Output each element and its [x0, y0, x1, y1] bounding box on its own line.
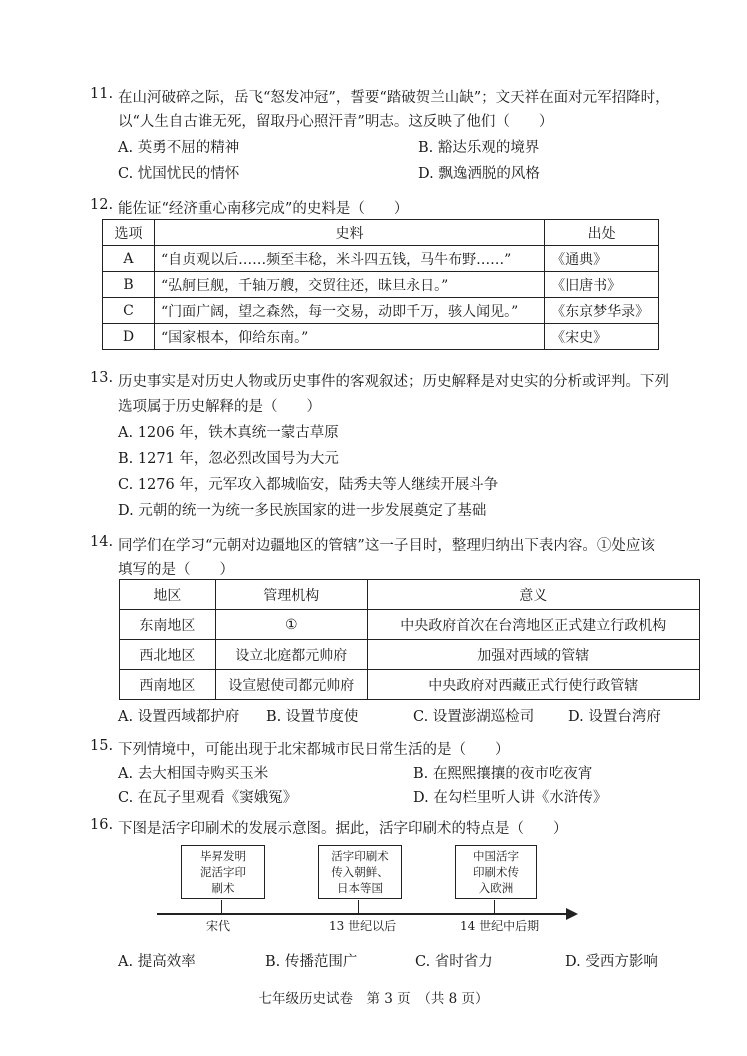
timeline-label-song: 宋代	[206, 919, 231, 933]
table-header-cell: 出处	[545, 220, 659, 246]
q11-number: 11.	[90, 86, 114, 102]
timeline-connector	[221, 900, 222, 914]
table-row	[103, 272, 659, 298]
diagram-box-song	[181, 845, 265, 899]
table-header-cell: 地区	[120, 580, 216, 610]
table-cell-region: 西北地区	[120, 640, 216, 670]
q11-option-c: C. 忧国忧民的情怀	[118, 166, 240, 182]
table-cell-meaning: 中央政府首次在台湾地区正式建立行政机构	[367, 610, 699, 640]
timeline-connector	[494, 900, 495, 914]
timeline-connector	[358, 900, 359, 914]
table-cell-origin: 《旧唐书》	[545, 272, 659, 298]
table-row	[120, 640, 700, 670]
timeline-label-13th: 13 世纪以后	[329, 919, 397, 933]
q14-option-c: C. 设置澎湖巡检司	[413, 709, 535, 725]
q15-option-c: C. 在瓦子里观看《窦娥冤》	[118, 790, 298, 806]
q13-number: 13.	[90, 370, 114, 386]
table-cell-option: B	[103, 272, 155, 298]
table-row	[120, 670, 700, 700]
table-cell-meaning: 中央政府对西藏正式行使行政管辖	[367, 670, 699, 700]
table-cell-source: “国家根本，仰给东南。”	[154, 324, 544, 350]
q14-number: 14.	[90, 534, 114, 550]
table-cell-meaning: 加强对西域的管辖	[367, 640, 699, 670]
table-header-row	[120, 580, 700, 610]
q11-option-d: D. 飘逸洒脱的风格	[418, 166, 540, 182]
q12-sources-table	[102, 219, 659, 350]
table-row	[103, 298, 659, 324]
q14-stem-line1: 同学们在学习“元朝对边疆地区的管辖”这一子目时，整理归纳出下表内容。①处应该	[118, 538, 655, 554]
q11-stem-line1: 在山河破碎之际，岳飞“怒发冲冠”，誓要“踏破贺兰山缺”；文天祥在面对元军招降时，	[118, 90, 670, 106]
q16-option-d: D. 受西方影响	[565, 954, 658, 970]
arrow-right-icon	[566, 908, 578, 920]
table-row	[120, 610, 700, 640]
table-cell-source: “门面广阔，望之森然，每一交易，动即千万，骇人闻见。”	[154, 298, 544, 324]
q14-option-b: B. 设置节度使	[266, 709, 359, 725]
table-row	[103, 324, 659, 350]
box-text-line: 泥活字印	[200, 865, 246, 879]
table-cell-option: C	[103, 298, 155, 324]
page-footer: 七年级历史试卷 第 3 页 （共 8 页）	[258, 991, 489, 1007]
q13-stem-line2: 选项属于历史解释的是（ ）	[118, 399, 321, 415]
timeline-axis	[157, 913, 569, 915]
table-cell-region: 西南地区	[120, 670, 216, 700]
table-cell-agency: 设立北庭都元帅府	[215, 640, 367, 670]
table-cell-source: “自贞观以后……频至丰稔，米斗四五钱，马牛布野……”	[154, 246, 544, 272]
q14-stem-line2: 填写的是（ ）	[118, 562, 234, 578]
q14-jurisdiction-table	[119, 579, 700, 700]
box-text-line: 中国活字	[473, 849, 519, 863]
box-text-line: 活字印刷术	[331, 849, 389, 863]
q14-option-d: D. 设置台湾府	[568, 709, 661, 725]
table-cell-origin: 《宋史》	[545, 324, 659, 350]
box-text-line: 日本等国	[337, 881, 383, 895]
box-text-line: 印刷术传	[473, 865, 519, 879]
table-header-cell: 意义	[367, 580, 699, 610]
box-text-line: 传入朝鲜、	[331, 865, 389, 879]
table-cell-option: D	[103, 324, 155, 350]
q15-number: 15.	[90, 738, 114, 754]
diagram-box-13th-century	[318, 845, 402, 899]
table-header-cell: 管理机构	[215, 580, 367, 610]
box-text-line: 毕昇发明	[200, 849, 246, 863]
q11-option-a: A. 英勇不屈的精神	[118, 140, 240, 156]
q15-option-a: A. 去大相国寺购买玉米	[118, 766, 269, 782]
table-cell-origin: 《通典》	[545, 246, 659, 272]
q13-option-c: C. 1276 年，元军攻入都城临安，陆秀夫等人继续开展斗争	[118, 477, 499, 493]
q15-option-b: B. 在熙熙攘攘的夜市吃夜宵	[413, 766, 593, 782]
q13-option-d: D. 元朝的统一为统一多民族国家的进一步发展奠定了基础	[118, 503, 487, 519]
q14-option-a: A. 设置西域都护府	[118, 709, 240, 725]
table-cell-agency: ①	[215, 610, 367, 640]
box-text-line: 刷术	[211, 881, 235, 895]
q16-stem: 下图是活字印刷术的发展示意图。据此，活字印刷术的特点是（ ）	[118, 821, 568, 837]
table-header-cell: 选项	[103, 220, 155, 246]
q15-stem: 下列情境中，可能出现于北宋都城市民日常生活的是（ ）	[118, 742, 510, 758]
q16-number: 16.	[90, 817, 114, 833]
diagram-box-14th-century	[455, 845, 537, 899]
table-cell-agency: 设宣慰使司都元帅府	[215, 670, 367, 700]
q12-number: 12.	[90, 197, 114, 213]
box-text-line: 入欧洲	[478, 881, 514, 895]
timeline-label-14th: 14 世纪中后期	[460, 919, 540, 933]
table-header-cell: 史料	[154, 220, 544, 246]
q13-option-a: A. 1206 年，铁木真统一蒙古草原	[118, 425, 339, 441]
table-cell-source: “弘舸巨舰，千轴万艘，交贸往还，昧旦永日。”	[154, 272, 544, 298]
q16-option-c: C. 省时省力	[415, 954, 493, 970]
q11-option-b: B. 豁达乐观的境界	[418, 140, 540, 156]
q11-stem-line2: 以“人生自古谁无死，留取丹心照汗青”明志。这反映了他们（ ）	[118, 114, 554, 130]
q16-option-a: A. 提高效率	[118, 954, 196, 970]
table-cell-region: 东南地区	[120, 610, 216, 640]
q13-stem-line1: 历史事实是对历史人物或历史事件的客观叙述；历史解释是对史实的分析或评判。下列	[118, 374, 669, 390]
table-cell-option: A	[103, 246, 155, 272]
q12-stem: 能佐证“经济重心南移完成”的史料是（ ）	[118, 201, 409, 217]
table-cell-origin: 《东京梦华录》	[545, 298, 659, 324]
q13-option-b: B. 1271 年，忽必烈改国号为大元	[118, 451, 339, 467]
table-header-row	[103, 220, 659, 246]
q16-option-b: B. 传播范围广	[265, 954, 358, 970]
q15-option-d: D. 在勾栏里听人讲《水浒传》	[413, 790, 608, 806]
table-row	[103, 246, 659, 272]
